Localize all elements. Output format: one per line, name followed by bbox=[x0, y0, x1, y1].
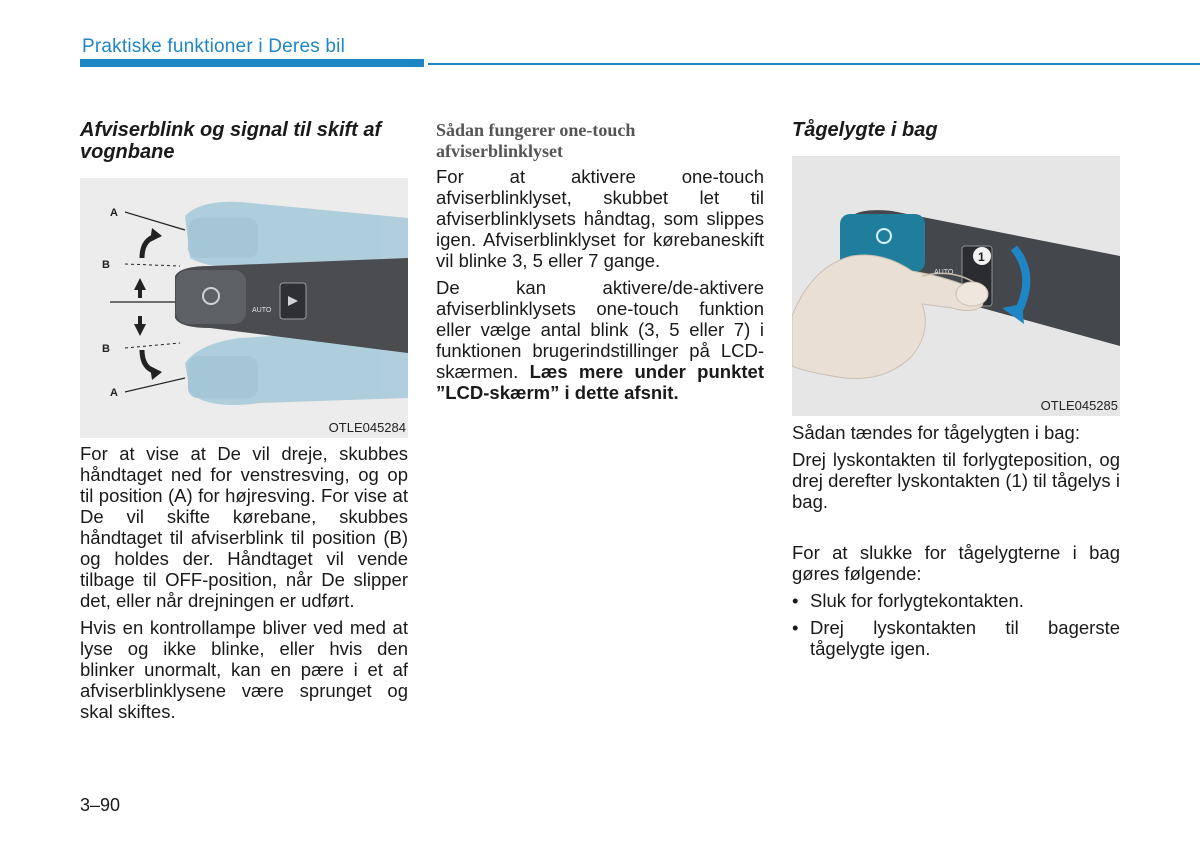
rear-fog-off-list bbox=[792, 590, 1120, 659]
section-heading-turn-signal: Afviserblink og signal til skift af vognbane bbox=[80, 119, 382, 163]
running-header: Praktiske funktioner i Deres bil bbox=[82, 36, 346, 57]
col3-text bbox=[792, 422, 1120, 665]
col1-text bbox=[80, 443, 408, 722]
settings-reference: Læs mere under punktet ”LCD-skærm” i dette afsnit. bbox=[436, 361, 764, 403]
figure-code-right: OTLE045285 bbox=[1040, 398, 1118, 413]
label-b-bottom: B bbox=[102, 343, 110, 355]
paragraph-rear-fog-on-intro: Sådan tændes for tågelygten i bag: bbox=[792, 422, 1080, 443]
figure-code: OTLE045284 bbox=[328, 420, 406, 435]
paragraph-one-touch-settings bbox=[436, 277, 764, 403]
label-auto: AUTO bbox=[252, 307, 272, 314]
callout-number: 1 bbox=[978, 250, 985, 264]
subheading-one-touch: Sådan fungerer one-touch afviserblinklyset bbox=[436, 120, 636, 161]
rear-fog-illustration bbox=[792, 156, 1120, 416]
label-a-bottom: A bbox=[110, 387, 118, 399]
paragraph-rear-fog-off-intro: For at slukke for tågelygterne i bag gøres følgende: bbox=[792, 542, 1120, 584]
figure-turn-signal-lever bbox=[80, 178, 408, 438]
turn-signal-illustration bbox=[80, 178, 408, 438]
header-rule-thin bbox=[428, 63, 1200, 65]
paragraph-one-touch-activate: For at aktivere one-touch afviserblinklyset, skubbet let til afviserblinklysets håndtag, som slippes igen. Afviserblinklyset for kørebaneskift vil blinke 3, 5 eller 7 gange. bbox=[436, 166, 764, 271]
section-heading-rear-fog: Tågelygte i bag bbox=[792, 119, 938, 141]
page-number: 3–90 bbox=[80, 795, 121, 815]
paragraph-turn-instructions: For at vise at De vil dreje, skubbes håndtaget ned for venstresving, og op til position (A) for højresving. For vise at De vil skifte kørebane, skubbes håndtaget til afviserblink til position (B) og holdes der. Håndtaget vil vende tilbage til OFF-position, når De slipper det, eller når drejningen er udført. bbox=[80, 443, 408, 611]
label-a-top: A bbox=[110, 207, 118, 219]
paragraph-rear-fog-on-steps: Drej lyskontakten til forlygteposition, og drej derefter lyskontakten (1) til tågelys i bag. bbox=[792, 449, 1120, 512]
header-rule-thick bbox=[80, 59, 424, 67]
list-item: • Drej lyskontakten til bagerste tågelygte igen. bbox=[792, 617, 1120, 659]
figure-rear-fog-switch bbox=[792, 156, 1120, 416]
label-b-top: B bbox=[102, 259, 110, 271]
list-item: • Sluk for forlygtekontakten. bbox=[792, 590, 1120, 611]
col2-text bbox=[436, 166, 764, 403]
settings-text: De kan aktivere/de-aktivere afviserblinklysets one-touch funktion eller vælge antal blink (3, 5 eller 7) i funktionen brugerindstillinger på LCD-skærmen. bbox=[436, 277, 764, 382]
paragraph-bulb-warning: Hvis en kontrollampe bliver ved med at lyse og ikke blinke, eller hvis den blinker unormalt, kan en pære i et af afviserblinklysene være sprunget og skal skiftes. bbox=[80, 617, 408, 722]
label-auto-right: AUTO bbox=[934, 269, 954, 276]
